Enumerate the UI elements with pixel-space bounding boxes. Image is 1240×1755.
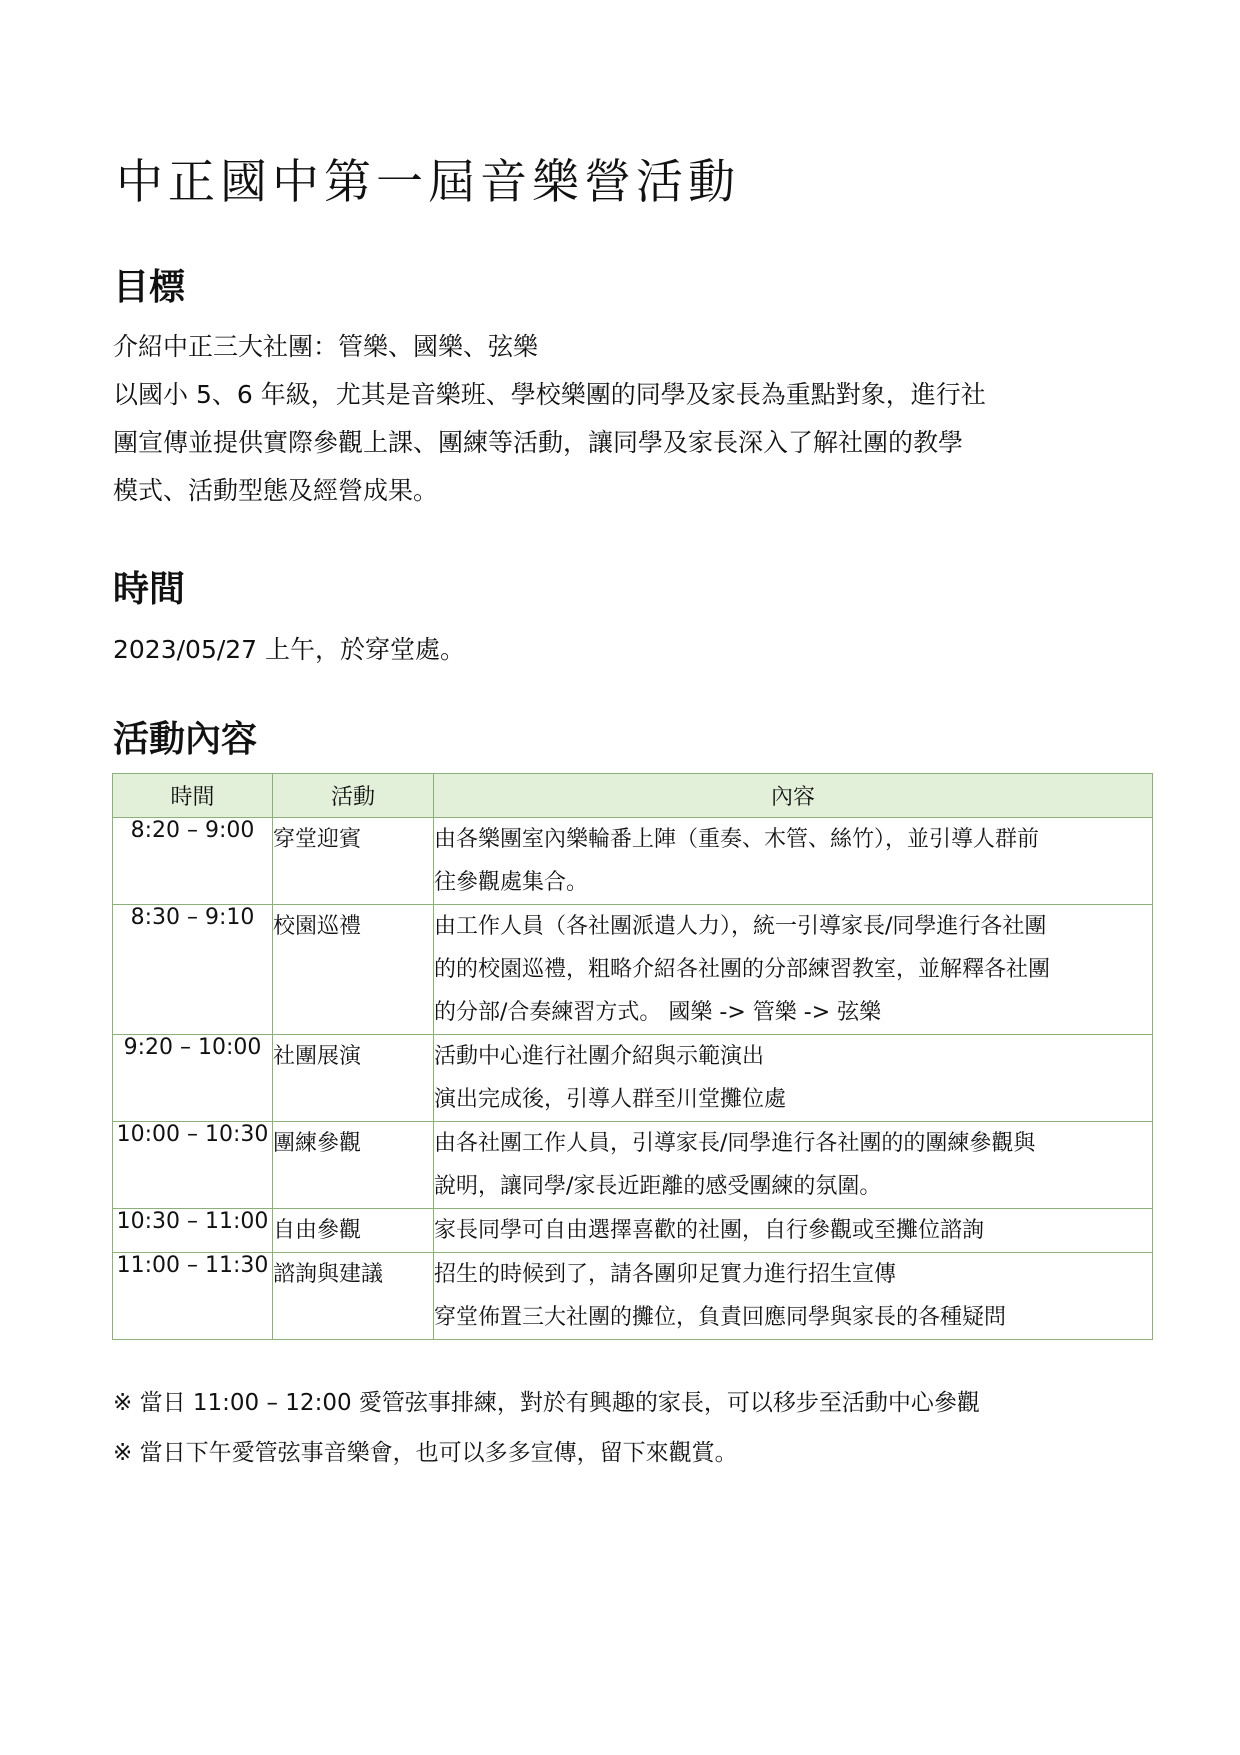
goal-line: 團宣傳並提供實際參觀上課、團練等活動，讓同學及家長深入了解社團的教學: [113, 428, 964, 457]
row-content: [434, 1253, 1153, 1340]
table-row: [113, 1253, 1153, 1340]
row-time: 10:00 – 10:30: [113, 1122, 273, 1209]
row-activity: 穿堂迎賓: [273, 818, 434, 905]
notes-section: [113, 1378, 980, 1478]
row-content: [434, 1209, 1153, 1253]
table-row: [113, 1209, 1153, 1253]
header-time: 時間: [113, 774, 273, 818]
row-time: 9:20 – 10:00: [113, 1035, 273, 1122]
note-line: ※ 當日 11:00 – 12:00 愛管弦事排練，對於有興趣的家長，可以移步至活動中心參觀: [113, 1390, 980, 1416]
note-line: ※ 當日下午愛管弦事音樂會，也可以多多宣傳，留下來觀賞。: [113, 1440, 738, 1466]
goal-section: [113, 323, 1133, 515]
content-line: 由各社團工作人員，引導家長/同學進行各社團的的團練參觀與: [434, 1131, 1036, 1156]
row-time: 8:20 – 9:00: [113, 818, 273, 905]
header-activity: 活動: [273, 774, 434, 818]
row-content: [434, 1035, 1153, 1122]
content-line: 活動中心進行社團介紹與示範演出: [434, 1044, 765, 1069]
content-line: 穿堂佈置三大社團的攤位，負責回應同學與家長的各種疑問: [434, 1305, 1007, 1330]
goal-line: 介紹中正三大社團：管樂、國樂、弦樂: [113, 332, 539, 361]
content-heading: 活動內容: [113, 719, 258, 760]
row-content: [434, 1122, 1153, 1209]
time-text: 2023/05/27 上午，於穿堂處。: [113, 635, 466, 664]
page-title: 中正國中第一屆音樂營活動: [116, 155, 740, 210]
time-heading: 時間: [113, 569, 186, 610]
row-time: 10:30 – 11:00: [113, 1209, 273, 1253]
row-activity: 社團展演: [273, 1035, 434, 1122]
table-row: [113, 818, 1153, 905]
row-activity: 自由參觀: [273, 1209, 434, 1253]
table-row: [113, 1035, 1153, 1122]
content-line: 說明，讓同學/家長近距離的感受團練的氛圍。: [434, 1174, 882, 1199]
content-line: 演出完成後，引導人群至川堂攤位處: [434, 1087, 787, 1112]
row-time: 11:00 – 11:30: [113, 1253, 273, 1340]
row-activity: 校園巡禮: [273, 905, 434, 1035]
header-content: 內容: [434, 774, 1153, 818]
goal-heading: 目標: [113, 267, 186, 308]
row-content: [434, 818, 1153, 905]
table-row: [113, 1122, 1153, 1209]
content-line: 往參觀處集合。: [434, 870, 589, 895]
schedule-table: [112, 773, 1153, 1340]
goal-line: 以國小 5、6 年級，尤其是音樂班、學校樂團的同學及家長為重點對象，進行社: [113, 380, 986, 409]
content-line: 家長同學可自由選擇喜歡的社團，自行參觀或至攤位諮詢: [434, 1218, 985, 1243]
content-line: 招生的時候到了，請各團卯足實力進行招生宣傳: [434, 1262, 897, 1287]
table-header-row: [113, 774, 1153, 818]
row-activity: 諮詢與建議: [273, 1253, 434, 1340]
content-line: 的分部/合奏練習方式。 國樂 -> 管樂 -> 弦樂: [434, 1000, 882, 1025]
goal-line: 模式、活動型態及經營成果。: [113, 476, 439, 505]
row-activity: 團練參觀: [273, 1122, 434, 1209]
content-line: 的的校園巡禮，粗略介紹各社團的分部練習教室，並解釋各社團: [434, 957, 1051, 982]
table-row: [113, 905, 1153, 1035]
time-section: [113, 626, 1133, 674]
content-line: 由工作人員（各社團派遣人力），統一引導家長/同學進行各社團: [434, 914, 1047, 939]
row-time: 8:30 – 9:10: [113, 905, 273, 1035]
row-content: [434, 905, 1153, 1035]
content-line: 由各樂團室內樂輪番上陣（重奏、木管、絲竹），並引導人群前: [434, 827, 1040, 852]
